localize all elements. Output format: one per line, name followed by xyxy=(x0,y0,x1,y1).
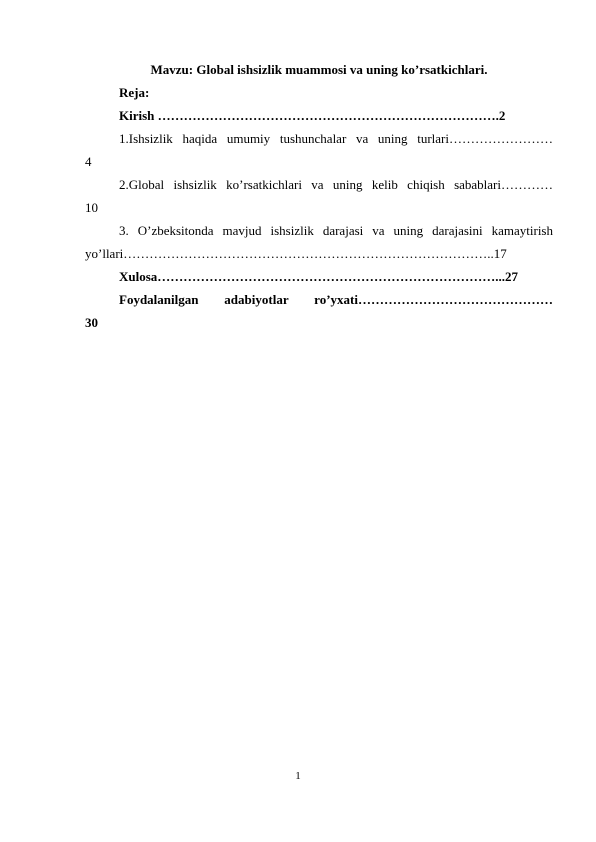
toc-entry-2-page: 10 xyxy=(85,200,98,215)
toc-entry-3: 3. O’zbeksitonda mavjud ishsizlik darajasi va uning darajasini kamaytirish xyxy=(119,223,553,238)
toc-entry-1: 1.Ishsizlik haqida umumiy tushunchalar va uning turlari…………………… xyxy=(119,131,553,146)
toc-entry-2: 2.Global ishsizlik ko’rsatkichlari va uning kelib chiqish sabablari………… xyxy=(119,177,553,192)
page-number: 1 xyxy=(295,770,301,782)
toc-entry-references: Foydalanilgan adabiyotlar ro’yxati……………………………………… xyxy=(119,292,553,307)
document-title: Mavzu: Global ishsizlik muammosi va uning ko’rsatkichlari. xyxy=(150,62,488,77)
toc-entry-3-continuation: yo’llari…………………………………………………………………………..17 xyxy=(85,246,507,261)
toc-entry-conclusion: Xulosa……………………………………………………………………...27 xyxy=(119,269,519,284)
document-content xyxy=(85,58,553,334)
toc-entry-1-page: 4 xyxy=(85,154,92,169)
plan-heading: Reja: xyxy=(119,85,150,100)
toc-entry-introduction: Kirish …………………………………………………………………….2 xyxy=(119,108,506,123)
toc-entry-references-page: 30 xyxy=(85,315,98,330)
